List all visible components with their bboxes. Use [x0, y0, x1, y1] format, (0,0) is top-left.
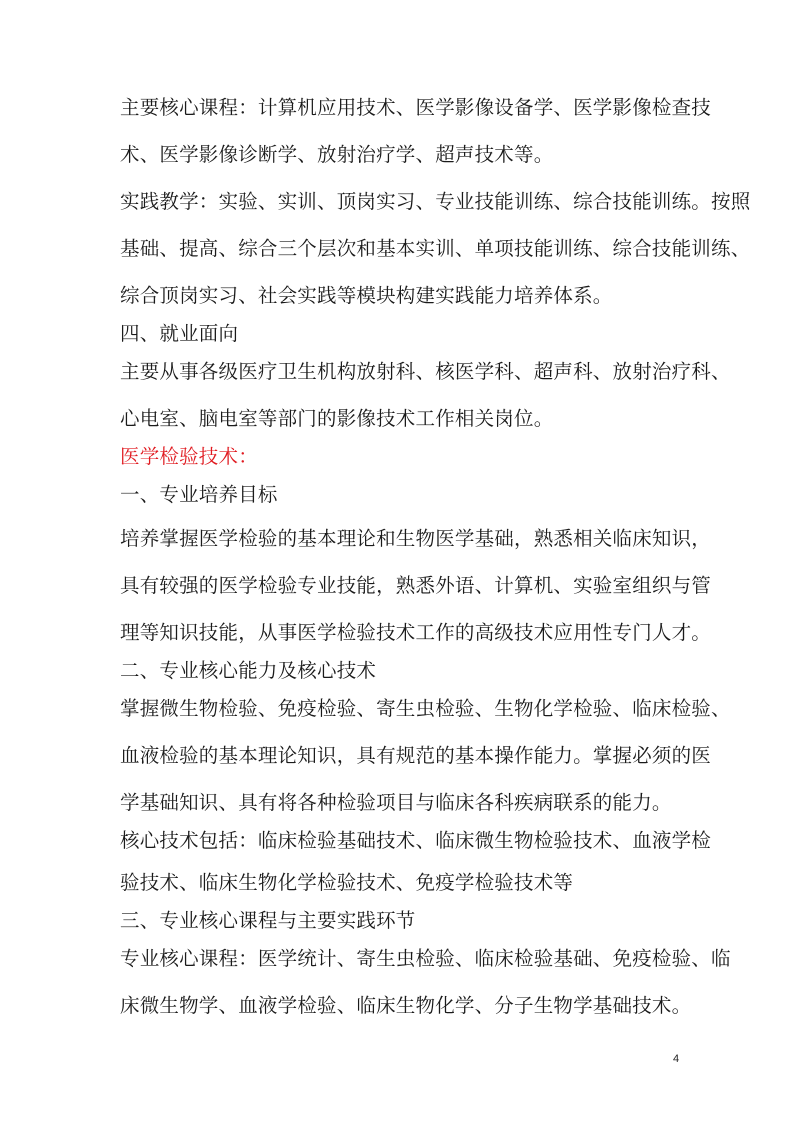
training-goal-line-2: 具有较强的医学检验专业技能，熟悉外语、计算机、实验室组织与管	[120, 574, 712, 597]
employment-line-2: 心电室、脑电室等部门的影像技术工作相关岗位。	[120, 407, 554, 430]
core-abilities-line-2: 血液检验的基本理论知识，具有规范的基本操作能力。掌握必须的医	[120, 744, 712, 767]
training-goal-line-3: 理等知识技能，从事医学检验技术工作的高级技术应用性专门人才。	[120, 621, 712, 644]
core-courses-line-1: 主要核心课程：计算机应用技术、医学影像设备学、医学影像检查技	[120, 96, 712, 119]
employment-line-1: 主要从事各级医疗卫生机构放射科、核医学科、超声科、放射治疗科、	[120, 360, 731, 383]
program-title-medical-lab-tech: 医学检验技术：	[120, 445, 258, 468]
section-heading-core-abilities: 二、专业核心能力及核心技术	[120, 659, 377, 682]
page-number: 4	[673, 1053, 680, 1065]
section-heading-core-courses-practice: 三、专业核心课程与主要实践环节	[120, 909, 416, 932]
core-techniques-line-1: 核心技术包括：临床检验基础技术、临床微生物检验技术、血液学检	[120, 829, 712, 852]
practice-teaching-line-3: 综合顶岗实习、社会实践等模块构建实践能力培养体系。	[120, 284, 613, 307]
training-goal-line-1: 培养掌握医学检验的基本理论和生物医学基础，熟悉相关临床知识，	[120, 527, 712, 550]
section-heading-training-goal: 一、专业培养目标	[120, 483, 278, 506]
core-abilities-line-3: 学基础知识、具有将各种检验项目与临床各科疾病联系的能力。	[120, 791, 672, 814]
core-techniques-line-2: 验技术、临床生物化学检验技术、免疫学检验技术等	[120, 871, 574, 894]
professional-core-courses-line-1: 专业核心课程：医学统计、寄生虫检验、临床检验基础、免疫检验、临	[120, 947, 731, 970]
professional-core-courses-line-2: 床微生物学、血液学检验、临床生物化学、分子生物学基础技术。	[120, 994, 692, 1017]
core-courses-line-2: 术、医学影像诊断学、放射治疗学、超声技术等。	[120, 143, 554, 166]
practice-teaching-line-1: 实践教学：实验、实训、顶岗实习、专业技能训练、综合技能训练。按照	[120, 190, 751, 213]
section-heading-employment: 四、就业面向	[120, 322, 239, 345]
practice-teaching-line-2: 基础、提高、综合三个层次和基本实训、单项技能训练、综合技能训练、	[120, 237, 751, 260]
core-abilities-line-1: 掌握微生物检验、免疫检验、寄生虫检验、生物化学检验、临床检验、	[120, 697, 731, 720]
